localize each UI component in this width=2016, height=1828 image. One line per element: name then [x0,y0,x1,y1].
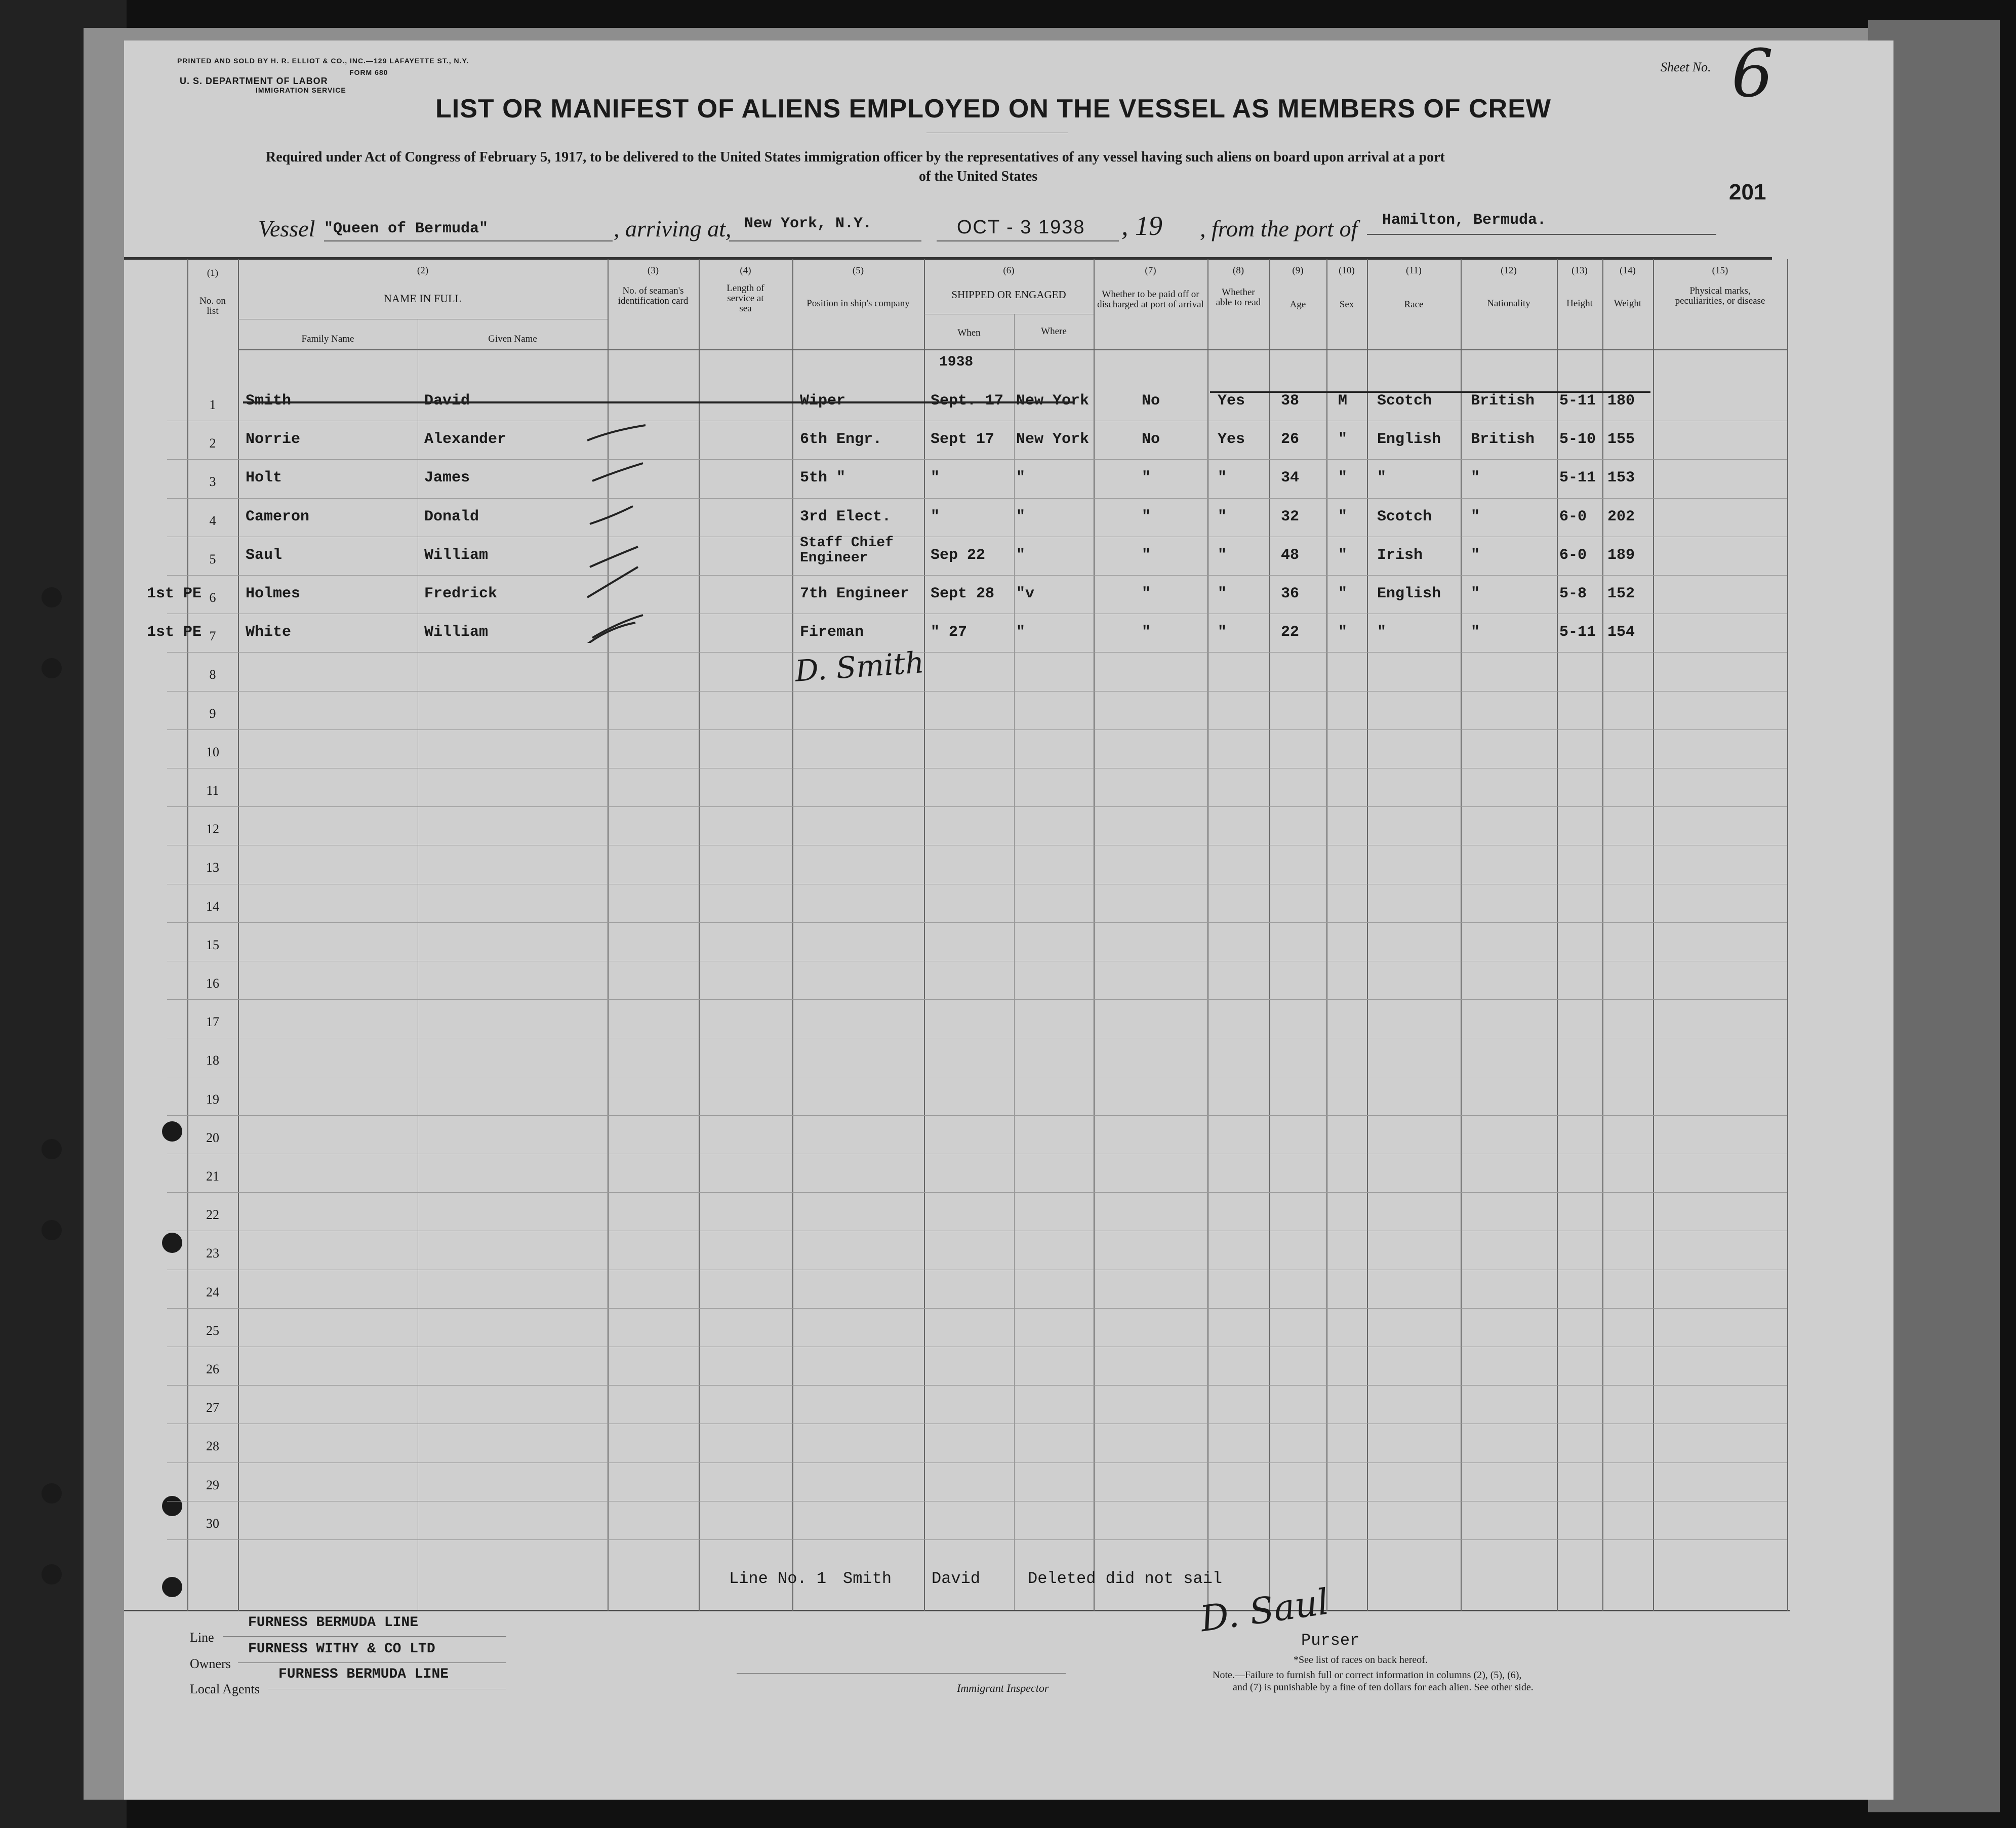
departure-port: Hamilton, Bermuda. [1382,212,1547,229]
row-number: 8 [209,667,216,682]
cell-age: 22 [1281,624,1300,641]
arriving-label: , arriving at, [614,216,732,241]
vessel-name: "Queen of Bermuda" [324,220,489,237]
cell-height: 5-11 [1559,469,1596,487]
col-5-header: Position in ship's company [807,298,910,309]
row-number: 13 [206,860,219,875]
cell-race: Irish [1377,546,1423,564]
cell-paid: No [1142,431,1160,449]
row-number: 20 [206,1130,219,1145]
cell-age: 34 [1281,469,1300,487]
row-number: 27 [206,1400,219,1415]
cell-given: David [424,392,470,410]
races-note: *See list of races on back hereof. [1294,1654,1428,1665]
cell-height: 5-8 [1559,585,1587,602]
department-label: U. S. DEPARTMENT OF LABOR [180,76,328,86]
cell-race: " [1377,624,1387,641]
row-number: 26 [206,1362,219,1376]
cell-age: 38 [1281,392,1300,410]
col-3-number: (3) [647,265,659,276]
date-underline [937,240,1119,241]
cell-weight: 202 [1607,508,1635,525]
col-12-header: Nationality [1487,298,1530,309]
col-3-header: No. of seaman's identification card [618,286,689,306]
cell-height: 6-0 [1559,508,1587,525]
row-1-strikethrough [243,401,1073,403]
col-15-number: (15) [1712,265,1728,276]
cell-nationality: " [1471,624,1480,641]
col-2-given-header: Given Name [488,334,537,344]
cell-age: 26 [1281,431,1300,449]
row-number: 14 [206,899,219,914]
purser-label: Purser [1301,1631,1360,1650]
cell-position: 5th " [800,469,846,487]
punch-hole-icon [162,1577,182,1597]
punch-hole-icon [42,1564,62,1585]
line-value: FURNESS BERMUDA LINE [248,1615,419,1631]
column-divider [1269,259,1270,1611]
row-line [167,575,1787,576]
service-label: IMMIGRATION SERVICE [256,86,346,94]
col-12-number: (12) [1501,265,1517,276]
agents-value: FURNESS BERMUDA LINE [278,1667,449,1682]
cell-sex: " [1338,508,1348,525]
purser-signature: D. Saul [1197,1580,1332,1640]
column-divider [1461,259,1462,1611]
cell-nationality: " [1471,508,1480,525]
departure-underline [1367,234,1716,235]
cell-paid: " [1142,624,1151,641]
row-number: 10 [206,744,219,759]
deletion-family: Smith [843,1569,892,1588]
row-number: 1 [209,397,216,412]
sheet-number: 6 [1731,35,1773,112]
cell-read: " [1218,624,1227,641]
from-port-label: , from the port of [1200,216,1358,241]
cell-height: 5-11 [1559,624,1596,641]
cell-read: Yes [1218,431,1245,449]
cell-family: Norrie [246,431,301,449]
row-number: 15 [206,937,219,952]
row-line [167,459,1787,460]
cell-position: Wiper [800,392,846,410]
row-line [167,1115,1787,1116]
subtitle: Required under Act of Congress of February 5, 1917, to be delivered to the United States immigration officer by the representatives of any vessel having such aliens on board upon arrival at a port [266,149,1445,165]
cell-nationality: " [1471,585,1480,602]
row-line [167,1192,1787,1193]
shipped-year: 1938 [939,354,974,370]
cell-given: William [424,546,489,564]
vessel-label: Vessel [258,216,315,241]
cell-when: Sept 28 [931,585,995,602]
cell-weight: 152 [1607,585,1635,602]
header-rule [238,349,1787,350]
col-13-header: Height [1566,298,1593,309]
cell-race: English [1377,585,1441,602]
cell-paid: " [1142,585,1151,602]
printer-imprint: PRINTED AND SOLD BY H. R. ELLIOT & CO., INC.—129 LAFAYETTE ST., N.Y. [177,57,469,65]
punch-hole-icon [162,1496,182,1516]
cell-when: " [931,508,940,525]
cell-paid: No [1142,392,1160,410]
row-1-strikethrough [1210,391,1650,393]
cell-family: White [246,624,292,641]
cell-race: Scotch [1377,392,1432,410]
arrival-port: New York, N.Y. [744,215,872,232]
cell-where: New York [1016,431,1090,449]
col-6-when-header: When [957,328,981,338]
year-prefix: , 19 [1121,211,1162,241]
col-2-number: (2) [417,265,429,276]
col-10-header: Sex [1339,299,1354,310]
col-7-header: Whether to be paid off or discharged at port of arrival [1097,289,1204,310]
margin-note: 1st PE [147,585,202,602]
cell-sex: " [1338,431,1348,449]
cell-where: " [1016,546,1026,564]
cell-nationality: " [1471,546,1480,564]
row-line [167,999,1787,1000]
column-divider [1602,259,1603,1611]
column-divider [1653,259,1654,1611]
cell-sex: " [1338,585,1348,602]
cell-position: Staff Chief Engineer [800,535,894,566]
col-11-number: (11) [1406,265,1422,276]
cell-age: 48 [1281,546,1300,564]
cell-read: " [1218,469,1227,487]
column-divider [1326,259,1327,1611]
cell-sex: " [1338,624,1348,641]
row-line [167,1385,1787,1386]
cell-when: Sept 17 [931,431,995,449]
cell-when: " 27 [931,624,967,641]
cell-height: 5-11 [1559,392,1596,410]
cell-where: " [1016,508,1026,525]
cell-weight: 154 [1607,624,1635,641]
row-number: 9 [209,706,216,721]
cell-read: Yes [1218,392,1245,410]
cell-sex: " [1338,469,1348,487]
cell-family: Cameron [246,508,310,525]
column-divider [1014,314,1015,1610]
col-9-number: (9) [1292,265,1304,276]
column-divider [924,259,925,1611]
cell-when: Sep 22 [931,546,986,564]
row-number: 16 [206,976,219,991]
row-line [167,806,1787,807]
cell-weight: 153 [1607,469,1635,487]
cell-sex: M [1338,392,1348,410]
row-number: 11 [206,783,219,798]
row-number: 17 [206,1014,219,1030]
cell-where: "v [1016,585,1035,602]
table-top-rule [124,257,1772,260]
inspector-signature-line [737,1673,1066,1674]
row-number: 29 [206,1477,219,1492]
margin-note: 1st PE [147,624,202,641]
cell-family: Holt [246,469,283,487]
col-6-where-header: Where [1041,326,1067,337]
row-number: 3 [209,474,216,490]
cell-nationality: " [1471,469,1480,487]
col-2-header: NAME IN FULL [384,292,462,305]
penalty-note-continued: and (7) is punishable by a fine of ten dollars for each alien. See other side. [1233,1682,1534,1693]
table-bottom-rule [124,1610,1790,1611]
date-stamp: OCT - 3 1938 [957,217,1085,238]
cell-position: 6th Engr. [800,431,882,449]
sheet-label: Sheet No. [1661,60,1711,74]
row-number: 19 [206,1091,219,1107]
column-divider [699,259,700,1611]
column-divider [1367,259,1368,1611]
cell-where: " [1016,624,1026,641]
column-divider [238,259,239,1611]
row-line [167,1308,1787,1309]
col-8-header: Whether able to read [1216,287,1261,308]
col-13-number: (13) [1571,265,1588,276]
col-4-number: (4) [740,265,751,276]
punch-hole-icon [42,1483,62,1504]
col-14-number: (14) [1620,265,1636,276]
row-number: 22 [206,1207,219,1223]
column-divider [1787,259,1788,1611]
col-7-number: (7) [1145,265,1156,276]
row-number: 18 [206,1053,219,1068]
cell-read: " [1218,546,1227,564]
punch-hole-icon [42,1220,62,1240]
row-number: 12 [206,822,219,837]
row-number: 2 [209,436,216,451]
punch-hole-icon [42,1139,62,1159]
cell-height: 6-0 [1559,546,1587,564]
punch-hole-icon [162,1233,182,1253]
cell-position: 7th Engineer [800,585,910,602]
row-line [167,691,1787,692]
row-line [167,498,1787,499]
col-15-header: Physical marks, peculiarities, or disease [1675,286,1765,306]
cell-given: Alexander [424,431,507,449]
page-number: 201 [1729,180,1766,205]
col-8-number: (8) [1232,265,1244,276]
punch-hole-icon [162,1121,182,1142]
row-number: 24 [206,1284,219,1299]
deletion-line-no: Line No. 1 [729,1569,827,1588]
col-4-header: Length of service at sea [727,283,764,314]
row-number: 25 [206,1323,219,1338]
cell-paid: " [1142,546,1151,564]
cell-given: William [424,624,489,641]
row-number: 6 [209,590,216,605]
col-9-header: Age [1289,299,1306,310]
cell-given: James [424,469,470,487]
cell-paid: " [1142,469,1151,487]
inspector-label: Immigrant Inspector [957,1682,1049,1694]
cell-read: " [1218,508,1227,525]
col-5-number: (5) [852,265,864,276]
arrival-underline [729,240,921,241]
crew-signature: D. Smith [793,645,925,688]
row-number: 28 [206,1439,219,1454]
cell-age: 36 [1281,585,1300,602]
subtitle-continued: of the United States [919,169,1038,184]
row-number: 23 [206,1246,219,1261]
cell-position: 3rd Elect. [800,508,892,525]
cell-race: English [1377,431,1441,449]
cell-given: Fredrick [424,585,498,602]
row-number: 21 [206,1169,219,1184]
punch-hole-icon [42,658,62,678]
col-6-number: (6) [1003,265,1015,276]
owners-label: Owners [190,1656,231,1671]
agents-label: Local Agents [190,1682,260,1696]
cell-read: " [1218,585,1227,602]
row-number: 30 [206,1516,219,1531]
col-14-header: Weight [1614,298,1642,309]
cell-where: New York [1016,392,1090,410]
cell-race: Scotch [1377,508,1432,525]
cell-sex: " [1338,546,1348,564]
row-line [167,729,1787,730]
cell-race: " [1377,469,1387,487]
vessel-underline [324,240,613,241]
col-2-family-header: Family Name [301,334,354,344]
cell-when: Sept. 17 [931,392,1004,410]
owners-underline [238,1662,506,1663]
cell-when: " [931,469,940,487]
cell-paid: " [1142,508,1151,525]
row-line [167,1539,1787,1540]
cell-family: Smith [246,392,292,410]
cell-nationality: British [1471,431,1535,449]
line-label: Line [190,1630,214,1645]
row-line [167,652,1787,653]
cell-nationality: British [1471,392,1535,410]
cell-height: 5-10 [1559,431,1596,449]
deletion-reason: Deleted did not sail [1028,1569,1223,1588]
cell-family: Saul [246,546,283,564]
column-divider [792,259,793,1611]
col-6-header: SHIPPED OR ENGAGED [951,289,1066,301]
page-title: LIST OR MANIFEST OF ALIENS EMPLOYED ON THE VESSEL AS MEMBERS OF CREW [435,94,1551,124]
row-number: 4 [209,513,216,528]
col-1-header: No. on list [199,296,226,316]
punch-hole-icon [42,587,62,607]
deletion-given: David [932,1569,981,1588]
column-divider [1207,259,1208,1611]
cell-weight: 189 [1607,546,1635,564]
cell-weight: 180 [1607,392,1635,410]
cell-given: Donald [424,508,479,525]
col-1-number: (1) [207,268,219,278]
form-number: FORM 680 [349,68,388,76]
column-divider [1557,259,1558,1611]
col-11-header: Race [1404,299,1424,310]
cell-age: 32 [1281,508,1300,525]
cell-where: " [1016,469,1026,487]
line-underline [223,1636,506,1637]
column-divider [187,259,188,1611]
penalty-note: Note.—Failure to furnish full or correct information in columns (2), (5), (6), [1213,1670,1522,1681]
cell-weight: 155 [1607,431,1635,449]
cell-position: Fireman [800,624,864,641]
column-divider [1094,259,1095,1611]
owners-value: FURNESS WITHY & CO LTD [248,1641,435,1657]
col-10-number: (10) [1339,265,1355,276]
row-number: 5 [209,551,216,566]
id-card-check-marks [582,410,648,643]
row-number: 7 [209,629,216,644]
cell-family: Holmes [246,585,301,602]
row-line [167,922,1787,923]
